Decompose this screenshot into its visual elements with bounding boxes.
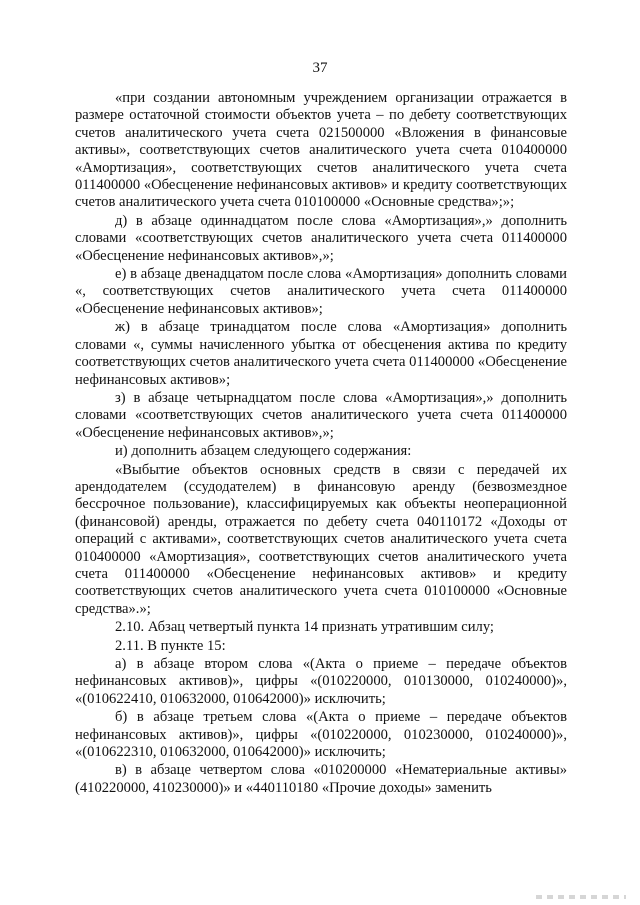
paragraph-item-e: е) в абзаце двенадцатом после слова «Амортизация» дополнить словами «, соответствующих счетов аналитического учета счета 011400000 «Обесценение нефинансовых активов»; <box>75 266 567 317</box>
paragraph-2-10: 2.10. Абзац четвертый пункта 14 признать утратившим силу; <box>115 619 494 636</box>
paragraph-item-a: а) в абзаце втором слова «(Акта о приеме – передаче объектов нефинансовых активов)», цифры «(010220000, 010130000, 010240000)», «(010622410, 010632000, 010642000)» исключить; <box>75 656 567 707</box>
paragraph-item-z: з) в абзаце четырнадцатом после слова «Амортизация»,» дополнить словами «соответствующих счетов аналитического учета счета 011400000 «Обесценение нефинансовых активов»,»; <box>75 389 567 441</box>
paragraph-item-i: и) дополнить абзацем следующего содержания: <box>115 443 412 460</box>
paragraph-quote-disposal: «Выбытие объектов основных средств в связи с передачей их арендодателем (ссудодателем) в финансовую аренду (безвозмездное бессрочное пользование), классифицируемых как объекты неоперационной (финансовой) аренды, отражается по дебету счета 040110172 «Доходы от операций с активами», соответствующих счетов аналитического учета счета 010400000 «Амортизация», соответствующих счетов аналитического учета счета 011400000 «Обесценение нефинансовых активов» и кредиту соответствующих счетов аналитического учета счета 010100000 «Основные средства».»; <box>75 461 567 617</box>
paragraph-item-zh: ж) в абзаце тринадцатом после слова «Амортизация» дополнить словами «, суммы начисленного убытка от обесценения актива по кредиту соответствующих счетов аналитического учета счета 011400000 «Обесценение нефинансовых активов»; <box>75 319 567 388</box>
paragraph-item-b: б) в абзаце третьем слова «(Акта о приеме – передаче объектов нефинансовых активов)», цифры «(010220000, 010230000, 010240000)», «(010622310, 010632000, 010642000)» исключить; <box>75 709 567 761</box>
paragraph-item-v: в) в абзаце четвертом слова «010200000 «Нематериальные активы» (410220000, 410230000)» и «440110180 «Прочие доходы» заменить <box>75 762 567 796</box>
paragraph-2-11: 2.11. В пункте 15: <box>115 637 226 654</box>
document-body <box>75 90 567 797</box>
page-number: 37 <box>312 60 328 76</box>
paragraph-quote-autonomous: «при создании автономным учреждением организации отражается в размере остаточной стоимости объектов учета – по дебету соответствующих счетов аналитического учета счета 021500000 «Вложения в финансовые активы», соответствующих счетов аналитического учета счета 010400000 «Амортизация», соответствующих счетов аналитического учета счета 011400000 «Обесценение нефинансовых активов» и кредиту соответствующих счетов аналитического учета счета 010100000 «Основные средства»;»; <box>75 90 567 211</box>
scan-artifact <box>536 895 626 899</box>
paragraph-item-d: д) в абзаце одиннадцатом после слова «Амортизация»,» дополнить словами «соответствующих счетов аналитического учета счета 011400000 «Обесценение нефинансовых активов»,»; <box>75 212 567 264</box>
